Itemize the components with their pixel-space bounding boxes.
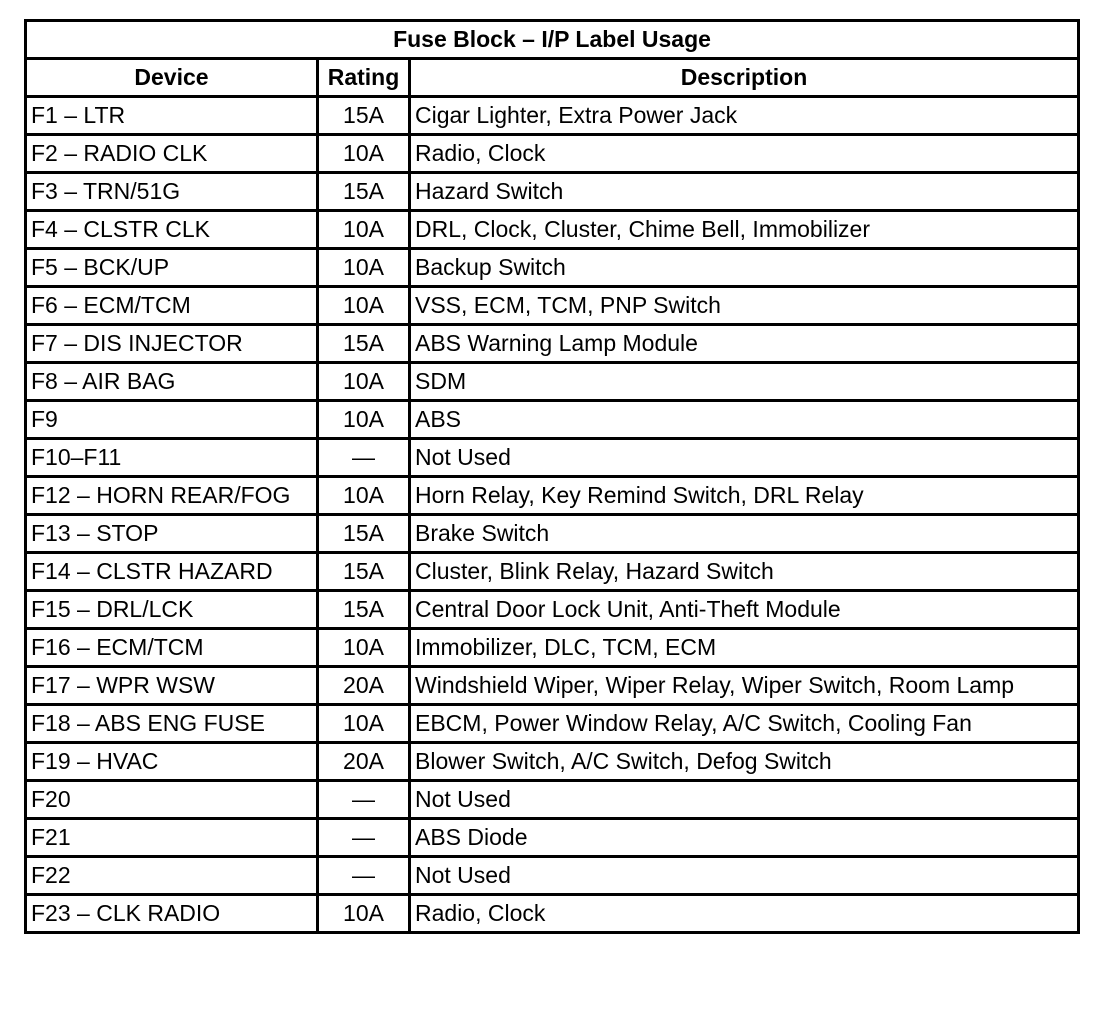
device-cell: F16 – ECM/TCM [26,629,318,667]
rating-cell: — [318,439,410,477]
device-cell: F23 – CLK RADIO [26,895,318,933]
table-row [26,781,1079,819]
description-cell: Not Used [410,439,1079,477]
table-row [26,211,1079,249]
rating-cell: 10A [318,401,410,439]
description-cell: Not Used [410,781,1079,819]
description-cell: Backup Switch [410,249,1079,287]
rating-cell: 15A [318,591,410,629]
description-cell: Cigar Lighter, Extra Power Jack [410,97,1079,135]
description-cell: ABS [410,401,1079,439]
table-row [26,515,1079,553]
device-cell: F1 – LTR [26,97,318,135]
table-row [26,325,1079,363]
description-cell: Central Door Lock Unit, Anti-Theft Module [410,591,1079,629]
device-cell: F14 – CLSTR HAZARD [26,553,318,591]
device-cell: F7 – DIS INJECTOR [26,325,318,363]
device-cell: F19 – HVAC [26,743,318,781]
description-cell: Horn Relay, Key Remind Switch, DRL Relay [410,477,1079,515]
rating-cell: 15A [318,173,410,211]
device-cell: F13 – STOP [26,515,318,553]
description-cell: EBCM, Power Window Relay, A/C Switch, Cooling Fan [410,705,1079,743]
table-row [26,477,1079,515]
device-cell: F6 – ECM/TCM [26,287,318,325]
rating-cell: 15A [318,97,410,135]
device-cell: F3 – TRN/51G [26,173,318,211]
table-row [26,895,1079,933]
rating-cell: 15A [318,325,410,363]
header-description: Description [410,59,1079,97]
table-row [26,249,1079,287]
description-cell: Windshield Wiper, Wiper Relay, Wiper Switch, Room Lamp [410,667,1079,705]
description-cell: Hazard Switch [410,173,1079,211]
rating-cell: 10A [318,287,410,325]
table-row [26,363,1079,401]
device-cell: F9 [26,401,318,439]
table-row [26,97,1079,135]
rating-cell: 20A [318,743,410,781]
fuse-table [24,19,1080,934]
rating-cell: 10A [318,629,410,667]
table-title: Fuse Block – I/P Label Usage [26,21,1079,59]
table-row [26,667,1079,705]
rating-cell: 10A [318,249,410,287]
device-cell: F18 – ABS ENG FUSE [26,705,318,743]
table-row [26,553,1079,591]
description-cell: Not Used [410,857,1079,895]
device-cell: F10–F11 [26,439,318,477]
table-row [26,401,1079,439]
description-cell: Cluster, Blink Relay, Hazard Switch [410,553,1079,591]
table-row [26,819,1079,857]
table-row [26,135,1079,173]
header-row [26,59,1079,97]
device-cell: F12 – HORN REAR/FOG [26,477,318,515]
description-cell: Radio, Clock [410,135,1079,173]
rating-cell: 10A [318,895,410,933]
table-row [26,705,1079,743]
table-body [26,97,1079,933]
rating-cell: — [318,781,410,819]
device-cell: F20 [26,781,318,819]
device-cell: F4 – CLSTR CLK [26,211,318,249]
description-cell: SDM [410,363,1079,401]
description-cell: Brake Switch [410,515,1079,553]
table-row [26,287,1079,325]
device-cell: F2 – RADIO CLK [26,135,318,173]
header-device: Device [26,59,318,97]
table-row [26,857,1079,895]
rating-cell: 10A [318,363,410,401]
device-cell: F5 – BCK/UP [26,249,318,287]
rating-cell: 20A [318,667,410,705]
description-cell: ABS Warning Lamp Module [410,325,1079,363]
description-cell: Blower Switch, A/C Switch, Defog Switch [410,743,1079,781]
rating-cell: 15A [318,515,410,553]
device-cell: F17 – WPR WSW [26,667,318,705]
table-row [26,629,1079,667]
table-row [26,743,1079,781]
description-cell: VSS, ECM, TCM, PNP Switch [410,287,1079,325]
description-cell: Immobilizer, DLC, TCM, ECM [410,629,1079,667]
device-cell: F22 [26,857,318,895]
title-row [26,21,1079,59]
device-cell: F8 – AIR BAG [26,363,318,401]
rating-cell: — [318,819,410,857]
device-cell: F21 [26,819,318,857]
header-rating: Rating [318,59,410,97]
table-row [26,591,1079,629]
table-row [26,439,1079,477]
rating-cell: — [318,857,410,895]
rating-cell: 10A [318,705,410,743]
rating-cell: 15A [318,553,410,591]
description-cell: Radio, Clock [410,895,1079,933]
description-cell: ABS Diode [410,819,1079,857]
table-row [26,173,1079,211]
device-cell: F15 – DRL/LCK [26,591,318,629]
description-cell: DRL, Clock, Cluster, Chime Bell, Immobilizer [410,211,1079,249]
rating-cell: 10A [318,211,410,249]
rating-cell: 10A [318,477,410,515]
rating-cell: 10A [318,135,410,173]
